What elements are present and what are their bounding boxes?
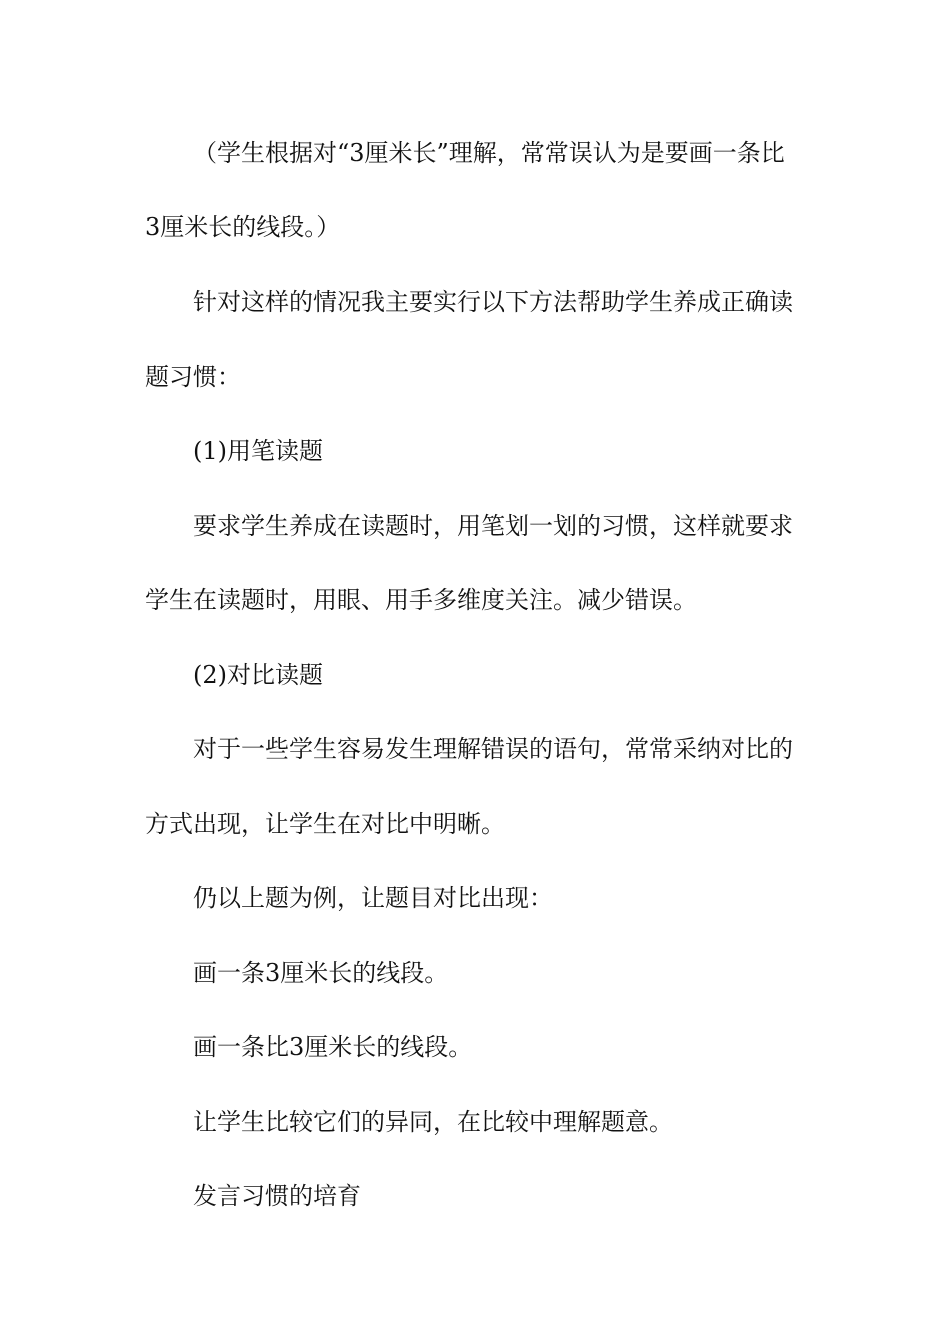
- paragraph-line: （学生根据对“3厘米长”理解，常常误认为是要画一条比: [193, 139, 785, 167]
- paragraph-line: 针对这样的情况我主要实行以下方法帮助学生养成正确读: [193, 288, 793, 316]
- paragraph-line: 让学生比较它们的异同，在比较中理解题意。: [193, 1108, 673, 1136]
- paragraph-line: 方式出现，让学生在对比中明晰。: [145, 810, 505, 838]
- paragraph-line: 对于一些学生容易发生理解错误的语句，常常采纳对比的: [193, 735, 793, 763]
- example-line: 画一条比3厘米长的线段。: [193, 1033, 473, 1061]
- section-heading: (2)对比读题: [193, 661, 323, 689]
- paragraph-line: 要求学生养成在读题时，用笔划一划的习惯，这样就要求: [193, 512, 793, 540]
- paragraph-line: 3厘米长的线段。）: [145, 213, 341, 241]
- paragraph-line: 学生在读题时，用眼、用手多维度关注。减少错误。: [145, 586, 697, 614]
- section-heading: (1)用笔读题: [193, 437, 323, 465]
- example-line: 画一条3厘米长的线段。: [193, 959, 449, 987]
- paragraph-line: 题习惯：: [145, 363, 241, 391]
- section-heading: 发言习惯的培育: [193, 1182, 361, 1210]
- paragraph-line: 仍以上题为例，让题目对比出现：: [193, 884, 553, 912]
